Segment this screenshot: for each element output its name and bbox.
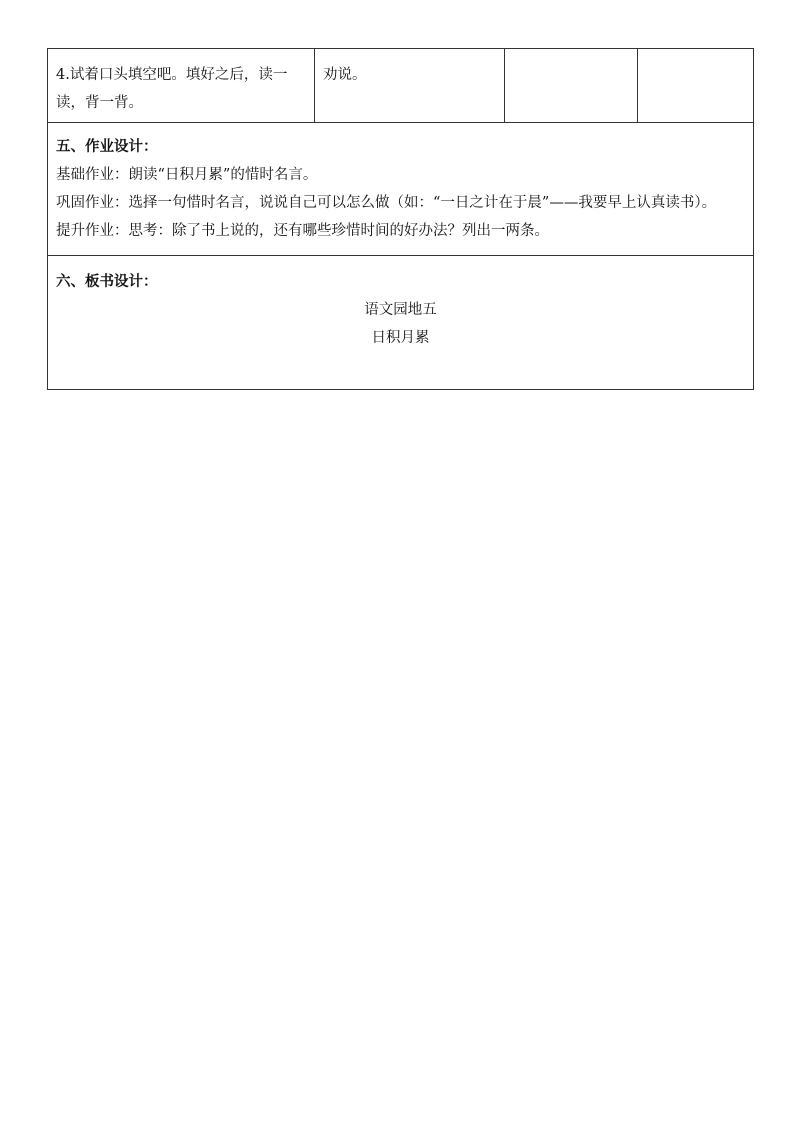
activity-step-text: 4.试着口头填空吧。填好之后，读一读，背一背。 xyxy=(56,67,288,111)
homework-basic: 基础作业：朗读“日积月累”的惜时名言。 xyxy=(56,167,318,183)
board-line-2: 日积月累 xyxy=(371,330,430,346)
lesson-plan-table xyxy=(47,48,754,390)
activity-step-cell xyxy=(48,49,315,123)
homework-cell xyxy=(48,123,754,256)
activity-student-cell xyxy=(315,49,505,123)
activity-empty-cell-1 xyxy=(505,49,638,123)
board-design-cell xyxy=(48,256,754,390)
board-line-1: 语文园地五 xyxy=(364,302,437,318)
homework-row xyxy=(48,123,754,256)
homework-title: 五、作业设计： xyxy=(56,138,158,155)
board-design-title: 六、板书设计： xyxy=(56,273,158,290)
activity-empty-cell-2 xyxy=(638,49,754,123)
activity-row xyxy=(48,49,754,123)
homework-extend: 提升作业：思考：除了书上说的，还有哪些珍惜时间的好办法？列出一两条。 xyxy=(56,223,549,239)
activity-student-text: 劝说。 xyxy=(323,67,367,83)
board-design-row xyxy=(48,256,754,390)
homework-consolidate: 巩固作业：选择一句惜时名言，说说自己可以怎么做（如：“一日之计在于晨”——我要早上认真读书）。 xyxy=(56,195,717,211)
